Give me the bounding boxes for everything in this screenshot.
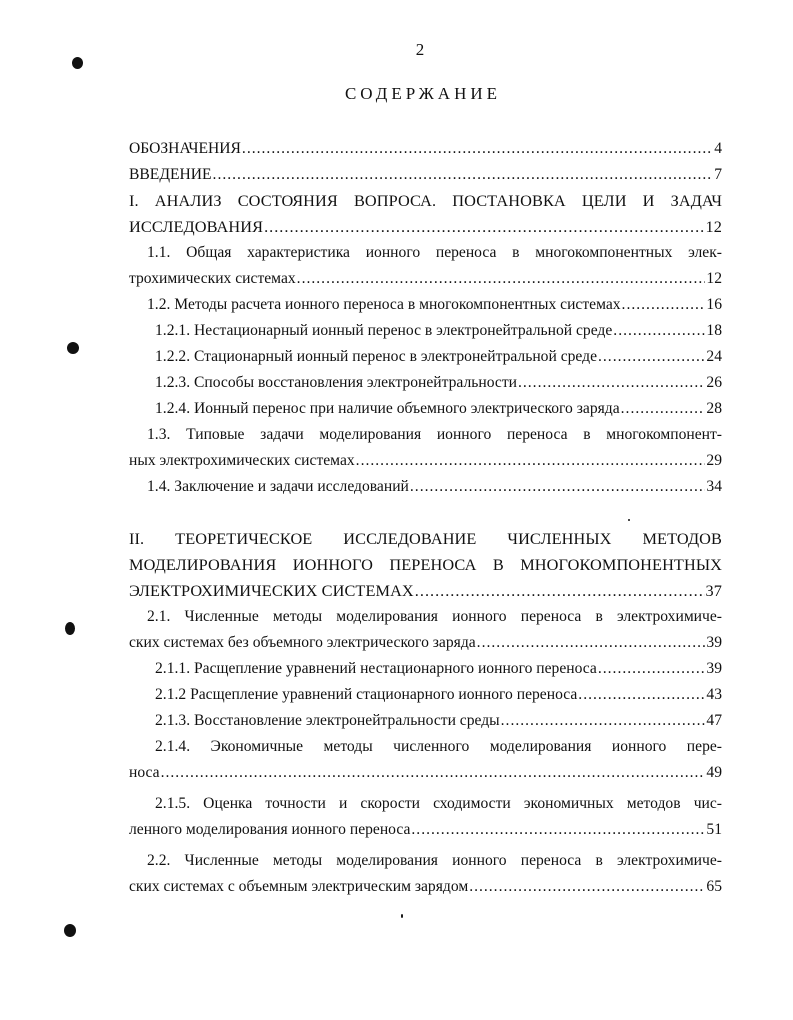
dot-leader (598, 344, 705, 370)
toc-entry-title-cont: ских системах с объемным электрическим зарядом (129, 878, 469, 895)
toc-entry-page: 26 (706, 374, 722, 391)
toc-entry-page: 12 (706, 270, 722, 287)
toc-entry-title: 1.2.4. Ионный перенос при наличие объемного электрического заряда (155, 400, 620, 417)
dot-leader (598, 656, 706, 682)
toc-entry-title-cont: ленного моделирования ионного переноса (129, 821, 411, 838)
page-title: СОДЕРЖАНИЕ (344, 84, 502, 103)
dot-leader (410, 474, 706, 500)
toc-entry-title: ОБОЗНАЧЕНИЯ (129, 140, 241, 157)
toc-entry-page: 16 (706, 296, 722, 313)
toc-entry-page: 24 (706, 348, 722, 365)
toc-entry-title: 1.2. Методы расчета ионного переноса в многокомпонентных системах (147, 296, 621, 313)
toc-entry-title: II. ТЕОРЕТИЧЕСКОЕ ИССЛЕДОВАНИЕ ЧИСЛЕННЫХ МЕТОДОВ (129, 529, 722, 548)
toc-entry-page: 18 (706, 322, 722, 339)
toc-entry-title: 2.1. Численные методы моделирования ионного переноса в электрохимиче- (147, 608, 722, 625)
toc-entry-title: 2.1.2 Расщепление уравнений стационарного ионного переноса (155, 686, 578, 703)
toc-entry-title-cont: ных электрохимических системах (129, 452, 355, 469)
dot-leader (415, 578, 705, 604)
toc-entry-title: I. АНАЛИЗ СОСТОЯНИЯ ВОПРОСА. ПОСТАНОВКА ЦЕЛИ И ЗАДАЧ (129, 191, 722, 210)
dot-leader (161, 760, 706, 786)
toc-entry[interactable] (129, 370, 722, 396)
toc-entry-page: 4 (714, 140, 722, 157)
toc-entry-title: 2.1.1. Расщепление уравнений нестационарного ионного переноса (155, 660, 597, 677)
dot-leader (621, 396, 706, 422)
dot-leader (477, 630, 706, 656)
scan-mark (72, 57, 83, 69)
dot-leader (213, 162, 714, 188)
toc-entry[interactable] (129, 682, 722, 708)
toc-entry[interactable] (129, 656, 722, 682)
toc-entry[interactable] (129, 240, 722, 292)
toc-entry-title-cont: МОДЕЛИРОВАНИЯ ИОННОГО ПЕРЕНОСА В МНОГОКОМПОНЕНТНЫХ (129, 555, 722, 574)
dot-leader (622, 292, 706, 318)
dot-leader (242, 136, 713, 162)
toc-entry[interactable] (129, 848, 722, 900)
toc-entry[interactable] (129, 292, 722, 318)
toc-entry-title: 2.1.3. Восстановление электронейтральности среды (155, 712, 500, 729)
toc-entry[interactable] (129, 318, 722, 344)
dot-leader (578, 682, 705, 708)
dot-leader (356, 448, 706, 474)
dot-leader (518, 370, 705, 396)
toc-entry[interactable] (129, 791, 722, 843)
toc-entry[interactable] (129, 422, 722, 474)
toc-entry-title-cont: ЭЛЕКТРОХИМИЧЕСКИХ СИСТЕМАХ (129, 581, 414, 600)
toc-entry[interactable] (129, 162, 722, 188)
toc-entry-page: 39 (706, 660, 722, 677)
scan-mark (628, 519, 630, 521)
dot-leader (411, 817, 705, 843)
page-number: 2 (415, 40, 425, 59)
scan-mark (65, 622, 75, 635)
table-of-contents (129, 136, 722, 900)
toc-entry[interactable] (129, 396, 722, 422)
toc-entry[interactable] (129, 136, 722, 162)
toc-entry-page: 51 (706, 821, 722, 838)
toc-entry-page: 28 (706, 400, 722, 417)
toc-entry-title: 1.2.3. Способы восстановления электронейтральности (155, 374, 517, 391)
toc-entry-page: 34 (706, 478, 722, 495)
toc-entry-page: 29 (706, 452, 722, 469)
toc-entry-title: 1.2.1. Нестационарный ионный перенос в электронейтральной среде (155, 322, 613, 339)
toc-entry-title: 1.4. Заключение и задачи исследований (147, 478, 409, 495)
toc-entry-page: 49 (706, 764, 722, 781)
dot-leader (297, 266, 706, 292)
toc-entry-page: 7 (714, 166, 722, 183)
toc-entry-title-cont: ИССЛЕДОВАНИЯ (129, 217, 264, 236)
toc-entry-page: 65 (706, 878, 722, 895)
toc-entry[interactable] (129, 734, 722, 786)
toc-entry-page: 43 (706, 686, 722, 703)
dot-leader (613, 318, 705, 344)
dot-leader (501, 708, 706, 734)
scan-mark (401, 914, 403, 918)
toc-entry-title: ВВЕДЕНИЕ (129, 166, 212, 183)
toc-entry-title-cont: трохимических системах (129, 270, 296, 287)
toc-entry-page: 37 (705, 581, 722, 600)
toc-entry-title: 1.2.2. Стационарный ионный перенос в электронейтральной среде (155, 348, 597, 365)
toc-entry-title: 1.1. Общая характеристика ионного переноса в многокомпонентных элек- (147, 244, 722, 261)
toc-entry-page: 39 (706, 634, 722, 651)
toc-entry[interactable] (129, 604, 722, 656)
toc-entry-page: 12 (705, 217, 722, 236)
toc-entry-title-cont: носа (129, 764, 160, 781)
toc-entry[interactable] (129, 708, 722, 734)
toc-entry-title: 1.3. Типовые задачи моделирования ионного переноса в многокомпонент- (147, 426, 722, 443)
toc-entry[interactable] (129, 474, 722, 500)
dot-leader (469, 874, 705, 900)
toc-chapter-entry[interactable] (129, 526, 722, 604)
toc-entry-title: 2.2. Численные методы моделирования ионного переноса в электрохимиче- (147, 852, 722, 869)
dot-leader (264, 214, 704, 240)
toc-entry-title: 2.1.5. Оценка точности и скорости сходимости экономичных методов чис- (155, 795, 722, 812)
toc-chapter-entry[interactable] (129, 188, 722, 240)
toc-entry[interactable] (129, 344, 722, 370)
toc-entry-page: 47 (706, 712, 722, 729)
toc-entry-title-cont: ских системах без объемного электрического заряда (129, 634, 476, 651)
scan-mark (64, 924, 76, 937)
scan-mark (67, 342, 79, 354)
toc-entry-title: 2.1.4. Экономичные методы численного моделирования ионного пере- (155, 738, 722, 755)
